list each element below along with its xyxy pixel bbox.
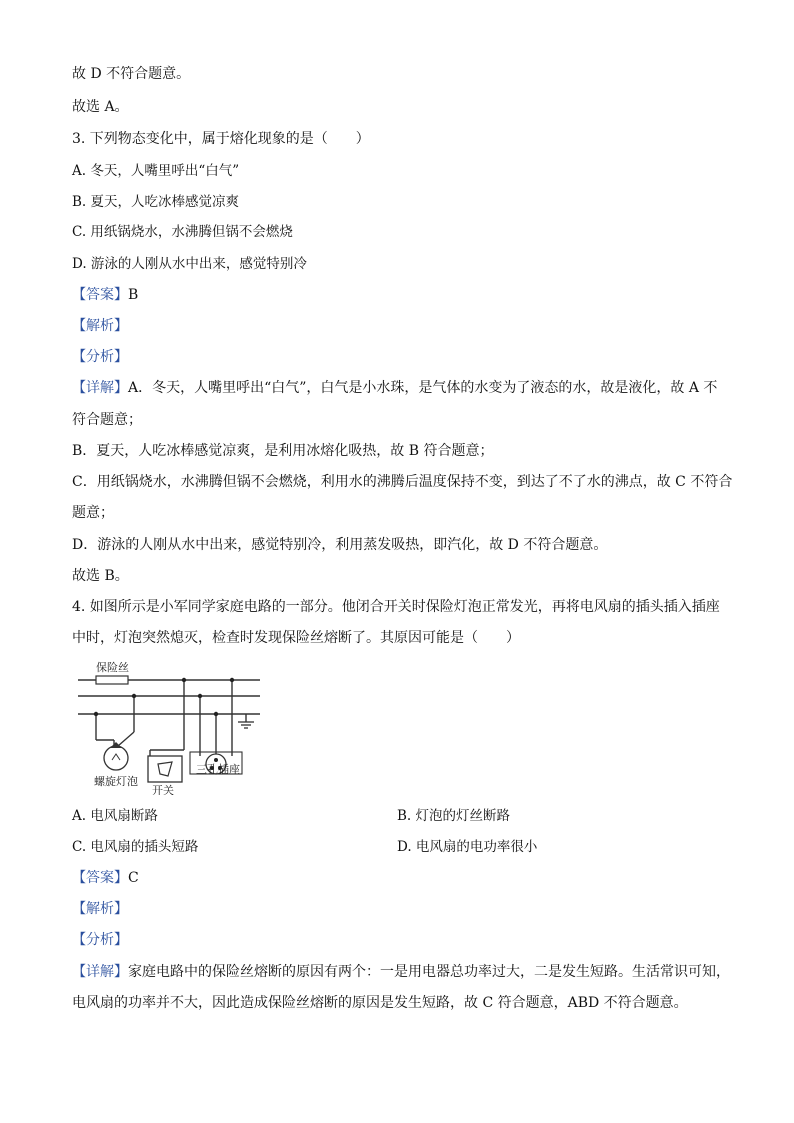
question-3-detail-c-2: 题意； [72, 505, 114, 521]
question-4-option-a: A. 电风扇断路 [72, 808, 158, 824]
question-4-option-c: C. 电风扇的插头短路 [72, 839, 199, 855]
prev-conclusion: 故选 A。 [72, 99, 129, 115]
question-3-detail-b: B．夏天，人吃冰棒感觉凉爽，是利用冰熔化吸热，故 B 符合题意； [72, 443, 494, 459]
question-4-jiexi: 【解析】 [72, 901, 128, 917]
prev-answer-line-1: 故 D 不符合题意。 [72, 66, 191, 82]
question-4-detail-2: 电风扇的功率并不大，因此造成保险丝熔断的原因是发生短路，故 C 符合题意，ABD 不符合题意。 [72, 995, 688, 1011]
question-3-detail-a-2: 符合题意； [72, 412, 142, 428]
answer-value: B [128, 287, 139, 303]
question-3-answer [72, 285, 138, 305]
question-3-option-d: D. 游泳的人刚从水中出来，感觉特别冷 [72, 256, 307, 272]
question-4-stem-1: 4. 如图所示是小军同学家庭电路的一部分。他闭合开关时保险灯泡正常发光，再将电风扇的插头插入插座 [72, 599, 720, 615]
question-3-detail-c-1: C．用纸锅烧水，水沸腾但锅不会燃烧，利用水的沸腾后温度保持不变，到达了不了水的沸点，故 C 不符合 [72, 474, 733, 490]
question-4-answer [72, 868, 139, 888]
answer-value: C [128, 870, 139, 886]
question-3-stem: 3. 下列物态变化中，属于熔化现象的是（ ） [72, 131, 370, 147]
switch-box [148, 756, 182, 782]
question-3-option-a: A. 冬天，人嘴里呼出“白气” [72, 163, 240, 179]
question-4-fenxi: 【分析】 [72, 932, 128, 948]
detail-tag: 【详解】 [72, 380, 128, 396]
question-4-option-b: B. 灯泡的灯丝断路 [397, 808, 511, 824]
question-3-option-b: B. 夏天，人吃冰棒感觉凉爽 [72, 194, 240, 210]
switch-label: 开关 [152, 784, 174, 795]
circuit-diagram [72, 660, 272, 795]
question-4-option-d: D. 电风扇的电功率很小 [397, 839, 538, 855]
question-3-jiexi: 【解析】 [72, 318, 128, 334]
question-3-conclusion: 故选 B。 [72, 568, 129, 584]
bulb-symbol [104, 742, 128, 770]
ground-symbol [238, 722, 254, 728]
question-4-detail-1 [72, 962, 730, 982]
detail-tag: 【详解】 [72, 964, 128, 980]
question-3-detail-d: D．游泳的人刚从水中出来，感觉特别冷，利用蒸发吸热，即汽化，故 D 不符合题意。 [72, 537, 608, 553]
detail-text: A．冬天，人嘴里呼出“白气”，白气是小水珠，是气体的水变为了液态的水，故是液化，故 A 不 [128, 380, 718, 396]
answer-tag: 【答案】 [72, 870, 128, 886]
question-3-fenxi: 【分析】 [72, 349, 128, 365]
fuse-symbol [96, 676, 128, 684]
bulb-label: 螺旋灯泡 [94, 775, 138, 788]
question-3-detail-a-1 [72, 378, 717, 398]
question-4-stem-2: 中时，灯泡突然熄灭，检查时发现保险丝熔断了。其原因可能是（ ） [72, 630, 520, 646]
detail-text: 家庭电路中的保险丝熔断的原因有两个：一是用电器总功率过大，二是发生短路。生活常识可知， [128, 964, 730, 980]
answer-tag: 【答案】 [72, 287, 128, 303]
fuse-label: 保险丝 [96, 661, 129, 674]
socket-label: 三孔插座 [196, 763, 240, 776]
question-3-option-c: C. 用纸锅烧水，水沸腾但锅不会燃烧 [72, 224, 293, 240]
